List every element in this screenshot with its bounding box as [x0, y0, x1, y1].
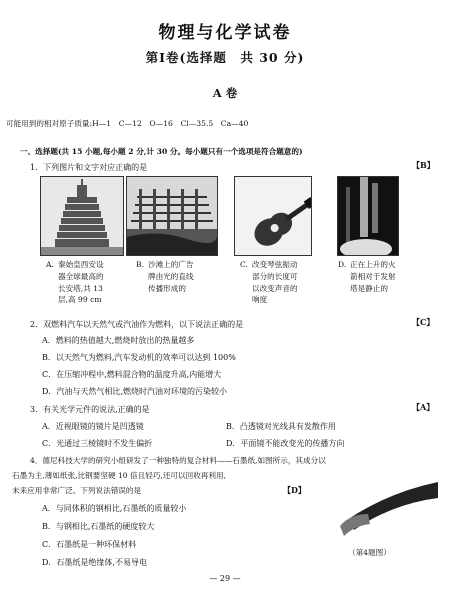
exam-subtitle: 第Ⅰ卷(选择题 共 30 分)	[145, 50, 305, 65]
atomic-masses: 可能用到的相对原子质量:H—1 C—12 O—16 Cl—35.5 Ca—40	[6, 119, 249, 128]
question-3-stem: 3．有关光学元件的说法,正确的是	[30, 405, 150, 414]
question-3-option-d: D．平面镜不能改变光的传播方向	[226, 439, 345, 448]
graphite-paper-figure	[330, 474, 442, 540]
question-1-answer: 【B】	[412, 160, 435, 170]
question-1-stem: 1．下列图片和文字对应正确的是	[30, 163, 148, 172]
question-4-option-d: D．石墨纸是绝缘体,不易导电	[42, 558, 147, 567]
section-label: A 卷	[212, 86, 238, 100]
page-number: — 29 —	[209, 574, 241, 583]
question-2-option-a: A．燃料的热值越大,燃烧时放出的热量越多	[42, 336, 195, 345]
question-4-stem-line-2: 石墨为主,薄如纸张,比钢要坚硬 10 倍且轻巧,还可以回收再利用,	[12, 471, 226, 480]
question-1-option-c: C. 改变琴弦振动 部分的长度可 以改变声音的 响度	[240, 260, 298, 305]
figure-caption: （第4题图）	[348, 548, 391, 557]
question-3-option-b: B．凸透镜对光线具有发散作用	[226, 422, 336, 431]
question-4-answer: 【D】	[283, 485, 306, 495]
question-1-option-b: B. 沙滩上的广告 牌由光的直线 传播形成的	[136, 260, 194, 293]
question-2-answer: 【C】	[412, 317, 435, 327]
question-4-option-c: C．石墨纸是一种环保材料	[42, 540, 137, 549]
beach-sign-photo	[126, 176, 218, 256]
question-1-option-d: D. 正在上升的火 箭相对于发射 塔是静止的	[338, 260, 396, 293]
guitar-photo	[234, 176, 312, 256]
question-2-stem: 2．双燃料汽车以天然气或汽油作为燃料，以下说法正确的是	[30, 320, 244, 329]
question-3-answer: 【A】	[412, 402, 435, 412]
exam-title: 物理与化学试卷	[158, 23, 292, 43]
tower-photo	[40, 176, 124, 256]
question-3-option-c: C．光通过三棱镜时不发生偏折	[42, 439, 153, 448]
question-2-option-b: B．以天然气为燃料,汽车发动机的效率可以达到 100%	[42, 353, 236, 362]
question-1-option-a: A. 秦始皇西安设 器全球最高的 长安塔,共 13 层,高 99 cm	[46, 260, 104, 305]
question-2-option-d: D．汽油与天然气相比,燃烧时汽油对环境的污染较小	[42, 387, 227, 396]
question-3-option-a: A．近视眼镜的镜片是凹透镜	[42, 422, 144, 431]
question-4-option-a: A．与同体积的钢相比,石墨纸的质量较小	[42, 504, 187, 513]
question-2-option-c: C．在压缩冲程中,燃料混合物的温度升高,内能增大	[42, 370, 222, 379]
question-4-option-b: B．与钢相比,石墨纸的硬度较大	[42, 522, 155, 531]
section-instructions: 一、选择题(共 15 小题,每小题 2 分,计 30 分。每小题只有一个选项是符合题意的)	[20, 147, 303, 156]
rocket-launch-photo	[337, 176, 399, 256]
question-4-stem-line-3: 未来应用非常广泛。下列说法错误的是	[12, 486, 142, 495]
question-4-stem-line-1: 4．德尼科技大学的研究小组研发了一种独特的复合材料——石墨纸,如图所示，其成分以	[30, 456, 326, 465]
